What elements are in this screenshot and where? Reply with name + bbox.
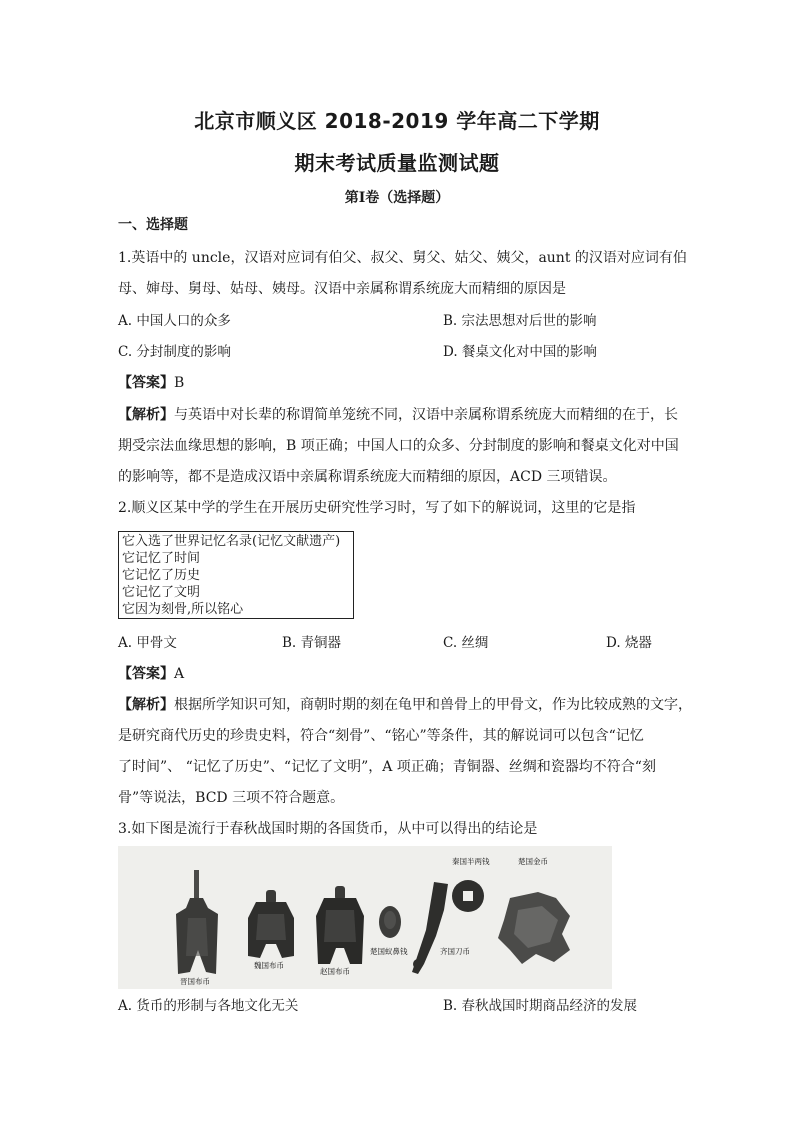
- q3-option-a: A. 货币的形制与各地文化无关: [118, 998, 299, 1014]
- exam-title-line1: 北京市顺义区 2018-2019 学年高二下学期: [194, 109, 600, 133]
- label-chu-gold-coin: 楚国金币: [518, 857, 548, 866]
- q2-analysis-text1: 根据所学知识可知，商朝时期的刻在龟甲和兽骨上的甲骨文，作为比较成熟的文字，: [174, 697, 692, 713]
- label-zhao-coin: 赵国布币: [320, 967, 350, 976]
- label-wei-coin: 魏国布币: [254, 961, 284, 970]
- label-jin-coin: 晋国布币: [180, 977, 210, 986]
- q2-analysis-label: 【解析】: [118, 697, 174, 713]
- q2-option-d: D. 烧器: [606, 635, 652, 651]
- q1-analysis-line1: [118, 405, 678, 425]
- q1-option-c: C. 分封制度的影响: [118, 344, 231, 360]
- label-chu-ant-nose-coin: 楚国蚁鼻钱: [370, 947, 408, 956]
- q3-option-b: B. 春秋战国时期商品经济的发展: [443, 998, 638, 1014]
- q1-answer: [118, 373, 184, 393]
- qin-banliang-coin-image: [452, 880, 484, 912]
- q2-box-line4: 它记忆了文明: [122, 585, 201, 600]
- q2-box-line5: 它因为刻骨,所以铭心: [122, 602, 244, 617]
- q1-option-a: A. 中国人口的众多: [118, 313, 231, 329]
- q2-answer-value: A: [174, 666, 185, 682]
- label-qin-coin: 秦国半两钱: [452, 857, 490, 866]
- q3-stem: 3.如下图是流行于春秋战国时期的各国货币，从中可以得出的结论是: [118, 821, 538, 837]
- exam-title-line2: 期末考试质量监测试题: [294, 151, 500, 175]
- q2-commentary-box: [118, 531, 354, 619]
- chu-ant-nose-coin-image: [379, 906, 401, 938]
- q1-stem-line2: 母、婶母、舅母、姑母、姨母。汉语中亲属称谓系统庞大而精细的原因是: [118, 281, 566, 297]
- q2-answer: [118, 664, 184, 684]
- q2-analysis-line3: 了时间”、 “记忆了历史”、“记忆了文明”，A 项正确；青铜器、丝绸和瓷器均不符合“刻: [118, 759, 656, 775]
- q1-answer-value: B: [174, 375, 185, 391]
- q2-box-line2: 它记忆了时间: [122, 551, 201, 566]
- q2-box-line1: 它入选了世界记忆名录(记忆文献遗产): [122, 534, 341, 549]
- q2-analysis-line2: 是研究商代历史的珍贵史料，符合“刻骨”、“铭心”等条件，其的解说词可以包含“记忆: [118, 728, 644, 744]
- ancient-coins-photo: [118, 846, 612, 989]
- q2-option-a: A. 甲骨文: [118, 635, 177, 651]
- q2-option-c: C. 丝绸: [443, 635, 489, 651]
- q2-option-b: B. 青铜器: [282, 635, 342, 651]
- volume-heading: 第Ⅰ卷（选择题）: [344, 190, 450, 206]
- q2-box-line3: 它记忆了历史: [122, 568, 201, 583]
- q1-analysis-line2: 期受宗法血缘思想的影响，B 项正确；中国人口的众多、分封制度的影响和餐桌文化对中国: [118, 438, 679, 454]
- q1-stem-line1: 1.英语中的 uncle，汉语对应词有伯父、叔父、舅父、姑父、姨父，aunt 的汉语对应词有伯: [118, 250, 687, 266]
- q2-stem: 2.顺义区某中学的学生在开展历史研究性学习时，写了如下的解说词，这里的它是指: [118, 500, 636, 516]
- q1-analysis-label: 【解析】: [118, 407, 174, 423]
- q2-answer-label: 【答案】: [118, 666, 174, 682]
- q2-analysis-line1: [118, 695, 692, 715]
- q2-analysis-line4: 骨”等说法，BCD 三项不符合题意。: [118, 790, 345, 806]
- q1-analysis-line3: 的影响等，都不是造成汉语中亲属称谓系统庞大而精细的原因，ACD 三项错误。: [118, 469, 617, 485]
- label-qi-coin: 齐国刀币: [440, 947, 470, 956]
- q1-analysis-text1: 与英语中对长辈的称谓简单笼统不同，汉语中亲属称谓系统庞大而精细的在于，长: [174, 407, 678, 423]
- q1-answer-label: 【答案】: [118, 375, 174, 391]
- q1-option-b: B. 宗法思想对后世的影响: [443, 313, 597, 329]
- q1-option-d: D. 餐桌文化对中国的影响: [443, 344, 597, 360]
- section-heading: 一、选择题: [118, 217, 188, 233]
- ancient-coins-illustration: [118, 846, 612, 989]
